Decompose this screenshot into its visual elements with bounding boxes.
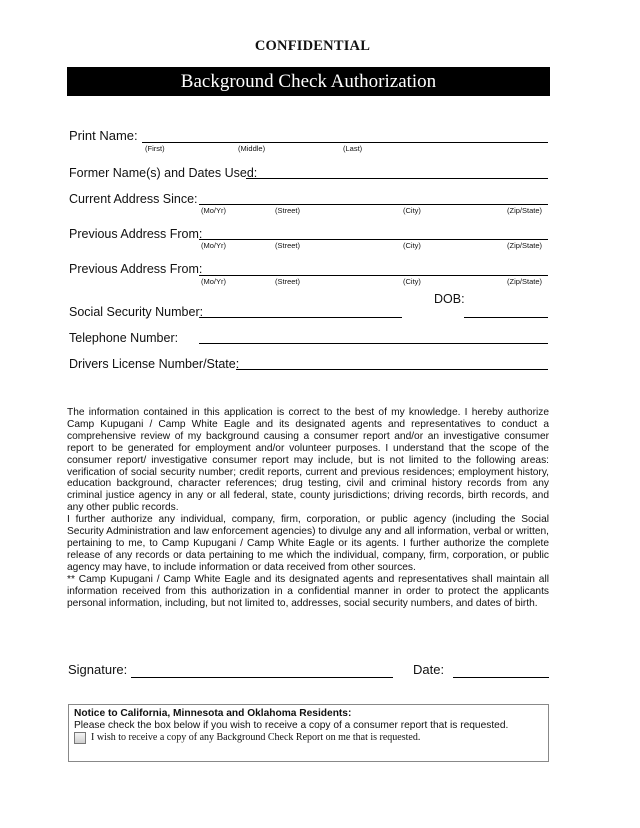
- date-label: Date:: [413, 662, 445, 677]
- previous-address-2-zipstate-caption: (Zip/State): [507, 277, 543, 286]
- dob-label: DOB:: [434, 292, 465, 306]
- copy-request-checkbox[interactable]: [74, 732, 86, 744]
- previous-address-1-street-caption: (Street): [275, 241, 301, 250]
- copy-request-checkbox-label: I wish to receive a copy of any Background Check Report on me that is requested.: [91, 732, 421, 743]
- previous-address-1-moyr-caption: (Mo/Yr): [201, 241, 226, 250]
- authorization-text: [67, 407, 549, 609]
- current-address-label: Current Address Since:: [69, 192, 198, 206]
- previous-address-1-label: Previous Address From:: [69, 227, 203, 241]
- form-title-banner: Background Check Authorization: [67, 67, 550, 96]
- signature-label: Signature:: [68, 662, 128, 677]
- ssn-label: Social Security Number:: [69, 305, 204, 319]
- current-address-city-caption: (City): [403, 206, 421, 215]
- signature-field[interactable]: [131, 677, 393, 678]
- print-name-field[interactable]: [142, 142, 548, 143]
- notice-box: [68, 704, 549, 762]
- print-name-last-caption: (Last): [343, 144, 363, 153]
- current-address-street-caption: (Street): [275, 206, 301, 215]
- authorization-paragraph-3: ** Camp Kupugani / Camp White Eagle and its designated agents and representatives shall maintain all information received from this authorization in a confidential manner in order to protect the applicants personal information, including, but not limited to, addresses, social security numbers, and dates of birth.: [67, 573, 549, 609]
- notice-title: Notice to California, Minnesota and Oklahoma Residents:: [74, 708, 352, 719]
- previous-address-1-field[interactable]: [199, 239, 548, 240]
- previous-address-2-field[interactable]: [199, 275, 548, 276]
- print-name-first-caption: (First): [145, 144, 165, 153]
- telephone-field[interactable]: [199, 343, 548, 344]
- authorization-paragraph-2: I further authorize any individual, company, firm, corporation, or public agency (including the Social Security Administration and law enforcement agencies) to divulge any and all information, verbal or written, pertaining to me, to Camp Kupugani / Camp White Eagle or its agents. I further authorize the complete release of any records or data pertaining to me which the individual, company, firm, corporation, or public agency may have, to include information or data received from other sources.: [67, 514, 549, 573]
- previous-address-2-label: Previous Address From:: [69, 262, 203, 276]
- drivers-license-label: Drivers License Number/State:: [69, 357, 240, 371]
- confidential-heading: CONFIDENTIAL: [254, 38, 371, 54]
- dob-field[interactable]: [464, 317, 548, 318]
- print-name-middle-caption: (Middle): [238, 144, 266, 153]
- current-address-moyr-caption: (Mo/Yr): [201, 206, 226, 215]
- previous-address-1-zipstate-caption: (Zip/State): [507, 241, 543, 250]
- previous-address-2-street-caption: (Street): [275, 277, 301, 286]
- print-name-label: Print Name:: [69, 128, 138, 143]
- drivers-license-field[interactable]: [236, 369, 548, 370]
- current-address-field[interactable]: [199, 204, 548, 205]
- date-field[interactable]: [453, 677, 549, 678]
- telephone-label: Telephone Number:: [69, 331, 179, 345]
- former-names-label: Former Name(s) and Dates Used:: [69, 166, 258, 180]
- notice-text: Please check the box below if you wish to receive a copy of a consumer report that is requested.: [74, 720, 509, 731]
- previous-address-1-city-caption: (City): [403, 241, 421, 250]
- current-address-zipstate-caption: (Zip/State): [507, 206, 543, 215]
- previous-address-2-moyr-caption: (Mo/Yr): [201, 277, 226, 286]
- ssn-field[interactable]: [199, 317, 402, 318]
- authorization-paragraph-1: The information contained in this application is correct to the best of my knowledge. I hereby authorize Camp Kupugani / Camp White Eagle and its designated agents and representatives to conduct a comprehensive review of my background causing a consumer report and/or an investigative consumer report to be generated for employment and/or volunteer purposes. I understand that the scope of the consumer report/ investigative consumer report may include, but is not limited to the following areas: verification of social security number; credit reports, current and previous residences; employment history, education background, character references; drug testing, civil and criminal history records from any criminal justice agency in any or all federal, state, county jurisdictions; driving records, birth records, and any other public records.: [67, 407, 549, 514]
- previous-address-2-city-caption: (City): [403, 277, 421, 286]
- former-names-field[interactable]: [246, 178, 548, 179]
